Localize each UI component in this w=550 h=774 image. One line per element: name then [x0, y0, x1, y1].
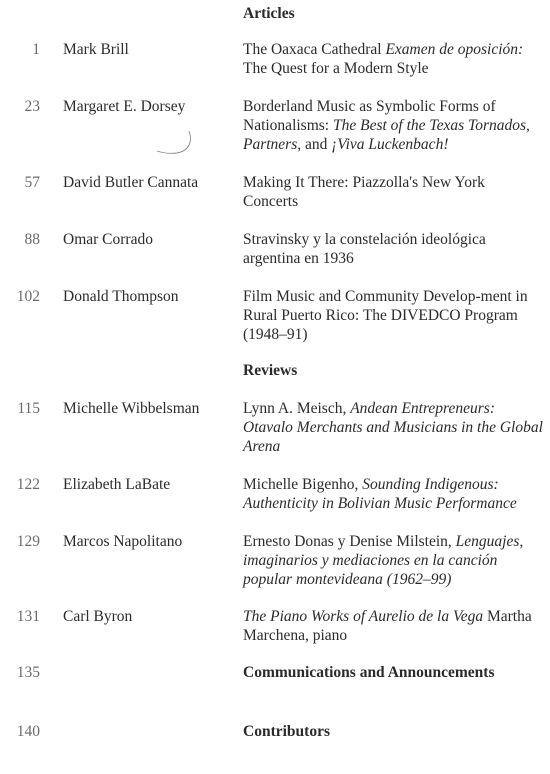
italic-title-segment: The Best of the Texas Tornados, Partners, [243, 117, 530, 153]
italic-title-segment: Andean Entrepreneurs: Otavalo Merchants and Musicians in the Global Arena [243, 400, 543, 455]
italic-title-segment: Sounding Indigenous: Authenticity in Bolivian Music Performance [243, 476, 517, 512]
author-name: Elizabeth LaBate [63, 476, 171, 493]
entry-title [243, 607, 543, 645]
author-name: Donald Thompson [63, 288, 179, 305]
title-segment: Communications and Announcements [243, 664, 495, 681]
author-name: Michelle Wibbelsman [63, 400, 200, 417]
entry-title [243, 97, 543, 154]
title-segment: Borderland Music as Symbolic Forms of Nationalisms: [243, 98, 496, 134]
title-segment: Ernesto Donas y Denise Milstein, [243, 533, 456, 550]
entry-title [243, 722, 543, 741]
italic-title-segment: Examen de oposición: [385, 41, 524, 58]
entry-title [243, 399, 543, 456]
page-number: 122 [16, 476, 40, 493]
page-number: 102 [16, 288, 40, 305]
title-segment: Martha Marchena, piano [243, 608, 532, 644]
page-number: 115 [17, 400, 40, 417]
entry-title [243, 475, 543, 513]
section-heading-articles: Articles [243, 5, 295, 22]
page-number: 57 [24, 174, 40, 191]
title-segment: The Quest for a Modern Style [243, 60, 429, 77]
italic-title-segment: The Piano Works of Aurelio de la Vega [243, 608, 484, 625]
entry-title [243, 663, 543, 682]
page-number: 129 [16, 533, 40, 550]
entry-title [243, 40, 543, 78]
page-number: 131 [16, 608, 40, 625]
title-segment: Michelle Bigenho, [243, 476, 363, 493]
page-number: 88 [24, 231, 40, 248]
title-segment: Making It There: Piazzolla's New York Concerts [243, 174, 485, 210]
entry-title [243, 173, 543, 211]
page-number: 1 [32, 41, 40, 58]
entry-title [243, 532, 543, 589]
author-name: Omar Corrado [63, 231, 153, 248]
title-segment: Contributors [243, 723, 330, 740]
author-name: Marcos Napolitano [63, 533, 183, 550]
italic-title-segment: ¡Viva Luckenbach! [331, 136, 449, 153]
page-number: 140 [16, 723, 40, 740]
author-name: David Butler Cannata [63, 174, 199, 191]
author-name: Margaret E. Dorsey [63, 98, 186, 115]
entry-title [243, 287, 543, 344]
title-segment: and [301, 136, 332, 153]
title-segment: The Oaxaca Cathedral [243, 41, 386, 58]
title-segment: Lynn A. Meisch, [243, 400, 351, 417]
title-segment: Film Music and Community Develop-ment in Rural Puerto Rico: The DIVEDCO Program (1948–91) [243, 288, 528, 343]
pencil-mark [155, 128, 197, 158]
page-number: 135 [16, 664, 40, 681]
italic-title-segment: Lenguajes, imaginarios y mediaciones en la canción popular montevideana (1962–99) [243, 533, 524, 588]
section-heading-reviews: Reviews [243, 362, 298, 379]
title-segment: Stravinsky y la constelación ideológica argentina en 1936 [243, 231, 486, 267]
author-name: Mark Brill [63, 41, 129, 58]
author-name: Carl Byron [63, 608, 133, 625]
entry-title [243, 230, 543, 268]
page-number: 23 [24, 98, 40, 115]
